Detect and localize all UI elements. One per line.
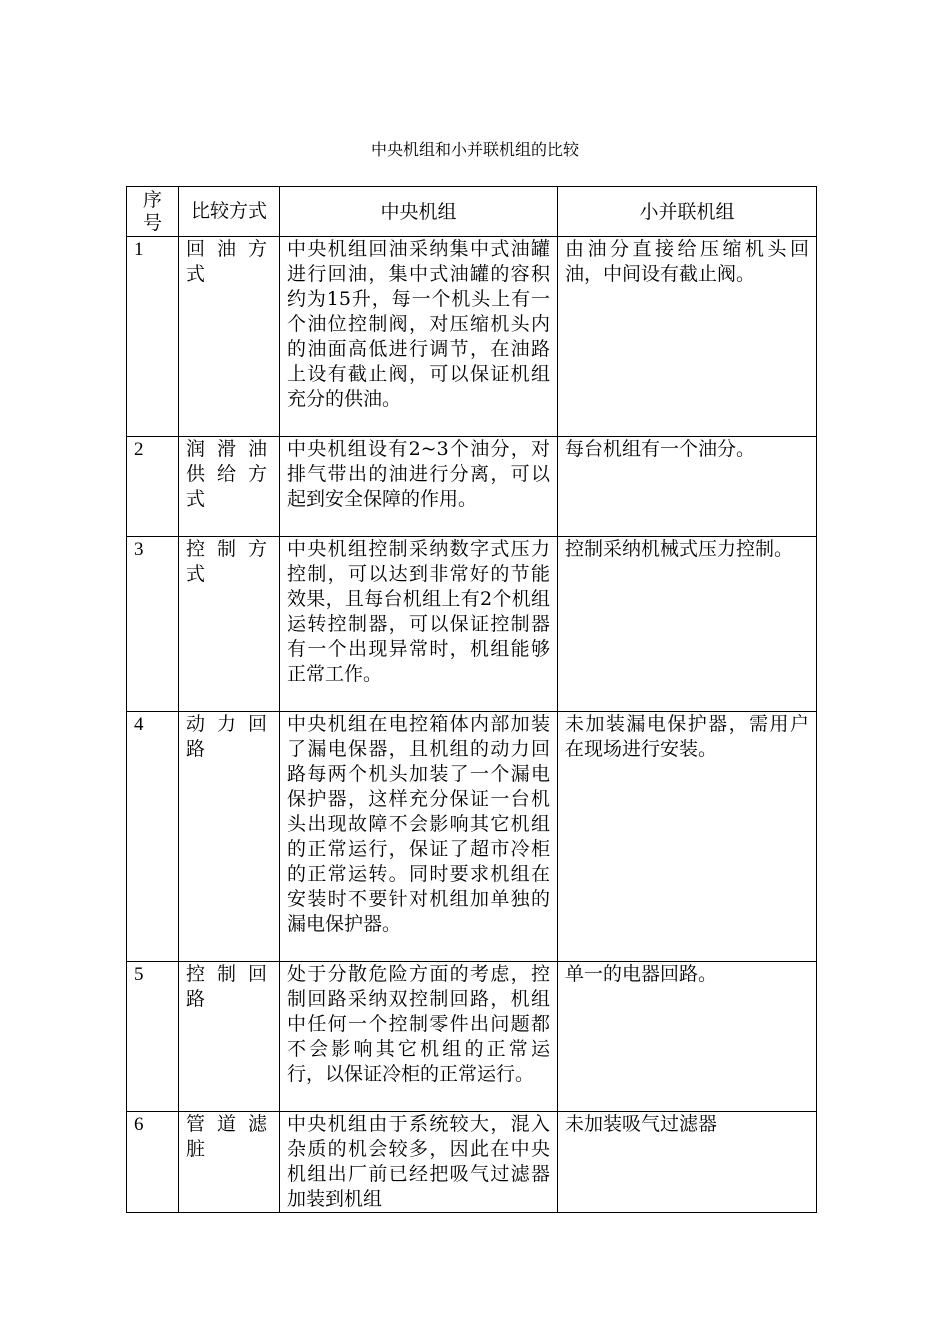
row-small-parallel-unit: 未加装漏电保护器，需用户在现场进行安装。	[558, 712, 817, 962]
table-row	[127, 237, 817, 437]
row-method: 动力回路	[179, 712, 280, 962]
row-central-unit: 中央机组控制采纳数字式压力控制，可以达到非常好的节能效果，且每台机组上有2个机组运转控制器，可以保证控制器有一个出现异常时，机组能够正常工作。	[280, 537, 558, 712]
row-method: 控制回路	[179, 962, 280, 1112]
row-central-unit: 中央机组在电控箱体内部加装了漏电保器，且机组的动力回路每两个机头加装了一个漏电保护器，这样充分保证一台机头出现故障不会影响其它机组的正常运行，保证了超市冷柜的正常运转。同时要求机组在安装时不要针对机组加单独的漏电保护器。	[280, 712, 558, 962]
document-title: 中央机组和小并联机组的比较	[370, 140, 579, 159]
comparison-table	[126, 186, 817, 1213]
row-method: 润滑油供给方式	[179, 437, 280, 537]
header-index: 序号	[127, 187, 179, 237]
row-method: 回油方式	[179, 237, 280, 437]
row-small-parallel-unit: 单一的电器回路。	[558, 962, 817, 1112]
table-header-row	[127, 187, 817, 237]
table-row	[127, 437, 817, 537]
row-index: 4	[127, 712, 179, 962]
row-small-parallel-unit: 由油分直接给压缩机头回油，中间设有截止阀。	[558, 237, 817, 437]
row-method: 控制方式	[179, 537, 280, 712]
row-index: 1	[127, 237, 179, 437]
row-central-unit: 中央机组回油采纳集中式油罐进行回油，集中式油罐的容积约为15升，每一个机头上有一个油位控制阀，对压缩机头内的油面高低进行调节，在油路上设有截止阀，可以保证机组充分的供油。	[280, 237, 558, 437]
row-small-parallel-unit: 每台机组有一个油分。	[558, 437, 817, 537]
header-central-unit: 中央机组	[280, 187, 558, 237]
table-row	[127, 712, 817, 962]
row-central-unit: 处于分散危险方面的考虑，控制回路采纳双控制回路，机组中任何一个控制零件出问题都不会影响其它机组的正常运行，以保证冷柜的正常运行。	[280, 962, 558, 1112]
header-method: 比较方式	[179, 187, 280, 237]
row-central-unit: 中央机组由于系统较大，混入杂质的机会较多，因此在中央机组出厂前已经把吸气过滤器加装到机组	[280, 1112, 558, 1213]
header-small-parallel-unit: 小并联机组	[558, 187, 817, 237]
table-row	[127, 962, 817, 1112]
row-index: 3	[127, 537, 179, 712]
row-index: 6	[127, 1112, 179, 1213]
row-index: 2	[127, 437, 179, 537]
row-small-parallel-unit: 控制采纳机械式压力控制。	[558, 537, 817, 712]
row-small-parallel-unit: 未加装吸气过滤器	[558, 1112, 817, 1213]
row-method: 管道滤脏	[179, 1112, 280, 1213]
row-central-unit: 中央机组设有2~3个油分，对排气带出的油进行分离，可以起到安全保障的作用。	[280, 437, 558, 537]
row-index: 5	[127, 962, 179, 1112]
table-row	[127, 537, 817, 712]
table-row	[127, 1112, 817, 1213]
